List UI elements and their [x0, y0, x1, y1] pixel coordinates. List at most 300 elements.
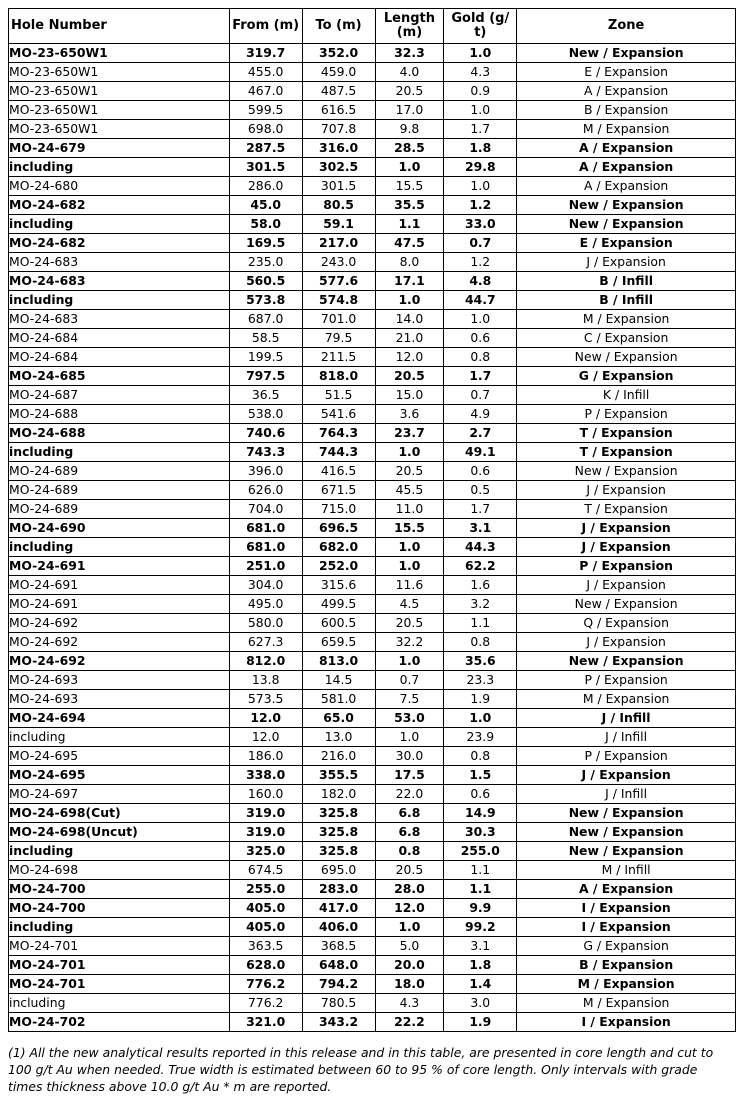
- cell-zone: New / Expansion: [517, 823, 736, 842]
- cell-hole-number: MO-24-679: [9, 139, 230, 158]
- cell-from: 319.0: [229, 804, 302, 823]
- table-row: [9, 557, 736, 576]
- cell-hole-number: MO-24-680: [9, 177, 230, 196]
- cell-gold: 2.7: [444, 424, 517, 443]
- cell-to: 813.0: [302, 652, 375, 671]
- cell-hole-number: MO-24-689: [9, 462, 230, 481]
- cell-hole-number: MO-23-650W1: [9, 101, 230, 120]
- cell-hole-number: MO-23-650W1: [9, 63, 230, 82]
- table-row: [9, 899, 736, 918]
- cell-from: 681.0: [229, 519, 302, 538]
- cell-zone: P / Expansion: [517, 747, 736, 766]
- cell-length: 17.5: [375, 766, 444, 785]
- cell-length: 20.5: [375, 614, 444, 633]
- cell-length: 14.0: [375, 310, 444, 329]
- table-row: [9, 880, 736, 899]
- cell-from: 797.5: [229, 367, 302, 386]
- table-row: [9, 139, 736, 158]
- cell-to: 352.0: [302, 44, 375, 63]
- cell-hole-number: MO-24-692: [9, 652, 230, 671]
- cell-hole-number: MO-24-690: [9, 519, 230, 538]
- cell-zone: C / Expansion: [517, 329, 736, 348]
- cell-hole-number: MO-24-698(Uncut): [9, 823, 230, 842]
- cell-to: 744.3: [302, 443, 375, 462]
- cell-from: 186.0: [229, 747, 302, 766]
- cell-to: 325.8: [302, 842, 375, 861]
- cell-zone: Q / Expansion: [517, 614, 736, 633]
- cell-gold: 3.2: [444, 595, 517, 614]
- cell-from: 287.5: [229, 139, 302, 158]
- cell-hole-number: including: [9, 842, 230, 861]
- cell-hole-number: MO-24-701: [9, 975, 230, 994]
- cell-hole-number: MO-24-697: [9, 785, 230, 804]
- cell-to: 794.2: [302, 975, 375, 994]
- table-row: [9, 272, 736, 291]
- cell-zone: A / Expansion: [517, 139, 736, 158]
- cell-from: 58.0: [229, 215, 302, 234]
- table-row: [9, 82, 736, 101]
- cell-gold: 1.0: [444, 310, 517, 329]
- table-row: [9, 728, 736, 747]
- cell-to: 51.5: [302, 386, 375, 405]
- cell-length: 1.0: [375, 443, 444, 462]
- cell-to: 417.0: [302, 899, 375, 918]
- cell-length: 1.0: [375, 538, 444, 557]
- cell-zone: New / Expansion: [517, 462, 736, 481]
- cell-length: 47.5: [375, 234, 444, 253]
- cell-to: 217.0: [302, 234, 375, 253]
- table-row: [9, 177, 736, 196]
- cell-zone: P / Expansion: [517, 405, 736, 424]
- cell-from: 627.3: [229, 633, 302, 652]
- cell-length: 1.0: [375, 918, 444, 937]
- cell-to: 80.5: [302, 196, 375, 215]
- cell-zone: M / Expansion: [517, 994, 736, 1013]
- cell-from: 776.2: [229, 994, 302, 1013]
- cell-length: 32.3: [375, 44, 444, 63]
- cell-length: 1.0: [375, 291, 444, 310]
- cell-from: 812.0: [229, 652, 302, 671]
- cell-to: 325.8: [302, 804, 375, 823]
- cell-zone: J / Infill: [517, 709, 736, 728]
- cell-length: 8.0: [375, 253, 444, 272]
- cell-to: 459.0: [302, 63, 375, 82]
- cell-length: 17.1: [375, 272, 444, 291]
- cell-zone: J / Expansion: [517, 538, 736, 557]
- cell-from: 304.0: [229, 576, 302, 595]
- cell-to: 577.6: [302, 272, 375, 291]
- table-row: [9, 690, 736, 709]
- table-row: [9, 329, 736, 348]
- table-row: [9, 348, 736, 367]
- cell-zone: New / Expansion: [517, 196, 736, 215]
- cell-length: 9.8: [375, 120, 444, 139]
- cell-from: 573.8: [229, 291, 302, 310]
- cell-to: 499.5: [302, 595, 375, 614]
- cell-zone: A / Expansion: [517, 158, 736, 177]
- cell-length: 1.1: [375, 215, 444, 234]
- cell-zone: P / Expansion: [517, 671, 736, 690]
- cell-gold: 9.9: [444, 899, 517, 918]
- cell-hole-number: MO-24-698: [9, 861, 230, 880]
- cell-gold: 4.8: [444, 272, 517, 291]
- cell-to: 671.5: [302, 481, 375, 500]
- table-row: [9, 1013, 736, 1032]
- cell-hole-number: MO-24-687: [9, 386, 230, 405]
- cell-zone: M / Expansion: [517, 690, 736, 709]
- cell-gold: 35.6: [444, 652, 517, 671]
- cell-from: 301.5: [229, 158, 302, 177]
- cell-length: 6.8: [375, 823, 444, 842]
- table-row: [9, 291, 736, 310]
- cell-zone: J / Expansion: [517, 633, 736, 652]
- cell-from: 45.0: [229, 196, 302, 215]
- cell-from: 160.0: [229, 785, 302, 804]
- cell-from: 396.0: [229, 462, 302, 481]
- cell-to: 648.0: [302, 956, 375, 975]
- cell-gold: 1.8: [444, 956, 517, 975]
- cell-from: 36.5: [229, 386, 302, 405]
- cell-zone: E / Expansion: [517, 234, 736, 253]
- cell-hole-number: MO-23-650W1: [9, 44, 230, 63]
- cell-gold: 0.6: [444, 462, 517, 481]
- cell-to: 216.0: [302, 747, 375, 766]
- table-row: [9, 443, 736, 462]
- cell-from: 740.6: [229, 424, 302, 443]
- cell-length: 1.0: [375, 652, 444, 671]
- cell-length: 4.0: [375, 63, 444, 82]
- cell-hole-number: MO-24-692: [9, 633, 230, 652]
- cell-zone: T / Expansion: [517, 443, 736, 462]
- cell-zone: J / Infill: [517, 785, 736, 804]
- cell-to: 682.0: [302, 538, 375, 557]
- cell-from: 286.0: [229, 177, 302, 196]
- cell-length: 21.0: [375, 329, 444, 348]
- cell-gold: 3.1: [444, 519, 517, 538]
- cell-to: 695.0: [302, 861, 375, 880]
- cell-zone: A / Expansion: [517, 82, 736, 101]
- cell-zone: B / Expansion: [517, 956, 736, 975]
- cell-to: 315.6: [302, 576, 375, 595]
- cell-length: 6.8: [375, 804, 444, 823]
- cell-zone: B / Expansion: [517, 101, 736, 120]
- cell-gold: 0.9: [444, 82, 517, 101]
- cell-length: 35.5: [375, 196, 444, 215]
- cell-from: 251.0: [229, 557, 302, 576]
- table-row: [9, 766, 736, 785]
- cell-gold: 1.8: [444, 139, 517, 158]
- cell-length: 28.0: [375, 880, 444, 899]
- cell-from: 599.5: [229, 101, 302, 120]
- table-row: [9, 253, 736, 272]
- cell-zone: J / Infill: [517, 728, 736, 747]
- cell-to: 13.0: [302, 728, 375, 747]
- cell-gold: 1.7: [444, 120, 517, 139]
- table-row: [9, 614, 736, 633]
- cell-length: 20.5: [375, 462, 444, 481]
- cell-length: 12.0: [375, 899, 444, 918]
- cell-hole-number: including: [9, 728, 230, 747]
- cell-length: 12.0: [375, 348, 444, 367]
- cell-zone: G / Expansion: [517, 937, 736, 956]
- cell-gold: 4.3: [444, 63, 517, 82]
- table-row: [9, 462, 736, 481]
- table-row: [9, 215, 736, 234]
- table-row: [9, 120, 736, 139]
- cell-gold: 255.0: [444, 842, 517, 861]
- cell-gold: 1.0: [444, 101, 517, 120]
- cell-hole-number: MO-24-691: [9, 557, 230, 576]
- cell-from: 235.0: [229, 253, 302, 272]
- cell-length: 11.6: [375, 576, 444, 595]
- cell-gold: 44.3: [444, 538, 517, 557]
- cell-length: 15.0: [375, 386, 444, 405]
- cell-to: 182.0: [302, 785, 375, 804]
- cell-hole-number: including: [9, 215, 230, 234]
- cell-to: 764.3: [302, 424, 375, 443]
- cell-gold: 1.6: [444, 576, 517, 595]
- table-row: [9, 424, 736, 443]
- cell-hole-number: MO-24-683: [9, 310, 230, 329]
- cell-gold: 1.9: [444, 690, 517, 709]
- cell-gold: 3.1: [444, 937, 517, 956]
- cell-to: 211.5: [302, 348, 375, 367]
- cell-to: 701.0: [302, 310, 375, 329]
- cell-gold: 4.9: [444, 405, 517, 424]
- cell-length: 4.3: [375, 994, 444, 1013]
- cell-length: 22.2: [375, 1013, 444, 1032]
- cell-from: 573.5: [229, 690, 302, 709]
- cell-to: 715.0: [302, 500, 375, 519]
- cell-gold: 0.5: [444, 481, 517, 500]
- cell-zone: J / Expansion: [517, 253, 736, 272]
- cell-hole-number: MO-24-694: [9, 709, 230, 728]
- cell-length: 30.0: [375, 747, 444, 766]
- cell-gold: 1.0: [444, 709, 517, 728]
- cell-from: 58.5: [229, 329, 302, 348]
- cell-gold: 1.1: [444, 861, 517, 880]
- header-from: From (m): [229, 9, 302, 44]
- table-row: [9, 994, 736, 1013]
- table-row: [9, 386, 736, 405]
- cell-hole-number: MO-24-691: [9, 576, 230, 595]
- cell-from: 405.0: [229, 899, 302, 918]
- cell-to: 368.5: [302, 937, 375, 956]
- table-row: [9, 671, 736, 690]
- cell-hole-number: MO-24-701: [9, 956, 230, 975]
- cell-from: 455.0: [229, 63, 302, 82]
- cell-gold: 23.3: [444, 671, 517, 690]
- cell-gold: 1.0: [444, 44, 517, 63]
- cell-length: 18.0: [375, 975, 444, 994]
- table-row: [9, 633, 736, 652]
- cell-hole-number: MO-24-684: [9, 348, 230, 367]
- cell-length: 5.0: [375, 937, 444, 956]
- cell-gold: 1.2: [444, 253, 517, 272]
- cell-length: 1.0: [375, 557, 444, 576]
- cell-hole-number: MO-23-650W1: [9, 120, 230, 139]
- cell-to: 65.0: [302, 709, 375, 728]
- cell-hole-number: MO-24-682: [9, 234, 230, 253]
- cell-gold: 29.8: [444, 158, 517, 177]
- cell-to: 818.0: [302, 367, 375, 386]
- cell-gold: 0.8: [444, 747, 517, 766]
- cell-zone: E / Expansion: [517, 63, 736, 82]
- cell-from: 199.5: [229, 348, 302, 367]
- cell-zone: B / Infill: [517, 291, 736, 310]
- cell-length: 3.6: [375, 405, 444, 424]
- footnote: (1) All the new analytical results reported in this release and in this table, are presented in core length and cut to 100 g/t Au when needed. True width is estimated between 60 to 95 % of core length. Only intervals with grade times thickness above 10.0 g/t Au * m are reported.: [8, 1045, 714, 1094]
- cell-zone: M / Infill: [517, 861, 736, 880]
- cell-length: 28.5: [375, 139, 444, 158]
- cell-gold: 14.9: [444, 804, 517, 823]
- cell-from: 338.0: [229, 766, 302, 785]
- table-header-row: [9, 9, 736, 44]
- cell-from: 674.5: [229, 861, 302, 880]
- cell-zone: New / Expansion: [517, 595, 736, 614]
- cell-zone: New / Expansion: [517, 652, 736, 671]
- cell-zone: New / Expansion: [517, 215, 736, 234]
- cell-from: 12.0: [229, 728, 302, 747]
- header-zone: Zone: [517, 9, 736, 44]
- cell-hole-number: MO-24-701: [9, 937, 230, 956]
- header-hole-number: Hole Number: [9, 9, 230, 44]
- cell-hole-number: including: [9, 994, 230, 1013]
- cell-from: 363.5: [229, 937, 302, 956]
- cell-hole-number: MO-24-700: [9, 899, 230, 918]
- cell-length: 20.5: [375, 861, 444, 880]
- cell-zone: A / Expansion: [517, 880, 736, 899]
- cell-zone: K / Infill: [517, 386, 736, 405]
- cell-length: 15.5: [375, 177, 444, 196]
- cell-zone: J / Expansion: [517, 766, 736, 785]
- cell-length: 20.0: [375, 956, 444, 975]
- cell-zone: J / Expansion: [517, 481, 736, 500]
- cell-hole-number: MO-24-683: [9, 253, 230, 272]
- cell-to: 14.5: [302, 671, 375, 690]
- cell-hole-number: MO-24-684: [9, 329, 230, 348]
- cell-length: 15.5: [375, 519, 444, 538]
- cell-zone: I / Expansion: [517, 1013, 736, 1032]
- cell-length: 1.0: [375, 728, 444, 747]
- table-row: [9, 785, 736, 804]
- cell-gold: 0.6: [444, 785, 517, 804]
- table-row: [9, 595, 736, 614]
- cell-gold: 1.9: [444, 1013, 517, 1032]
- cell-gold: 62.2: [444, 557, 517, 576]
- cell-to: 600.5: [302, 614, 375, 633]
- cell-gold: 30.3: [444, 823, 517, 842]
- table-row: [9, 310, 736, 329]
- cell-hole-number: MO-24-692: [9, 614, 230, 633]
- cell-zone: M / Expansion: [517, 975, 736, 994]
- cell-hole-number: MO-24-689: [9, 500, 230, 519]
- cell-to: 659.5: [302, 633, 375, 652]
- drill-results-table: [8, 8, 736, 1032]
- cell-gold: 1.5: [444, 766, 517, 785]
- cell-length: 1.0: [375, 158, 444, 177]
- cell-from: 628.0: [229, 956, 302, 975]
- cell-zone: B / Infill: [517, 272, 736, 291]
- cell-hole-number: MO-24-698(Cut): [9, 804, 230, 823]
- cell-to: 343.2: [302, 1013, 375, 1032]
- cell-from: 321.0: [229, 1013, 302, 1032]
- cell-gold: 33.0: [444, 215, 517, 234]
- cell-to: 406.0: [302, 918, 375, 937]
- cell-from: 13.8: [229, 671, 302, 690]
- cell-length: 22.0: [375, 785, 444, 804]
- cell-to: 696.5: [302, 519, 375, 538]
- cell-length: 23.7: [375, 424, 444, 443]
- cell-zone: J / Expansion: [517, 519, 736, 538]
- cell-gold: 0.8: [444, 348, 517, 367]
- cell-to: 301.5: [302, 177, 375, 196]
- cell-length: 0.8: [375, 842, 444, 861]
- cell-length: 45.5: [375, 481, 444, 500]
- cell-zone: T / Expansion: [517, 500, 736, 519]
- cell-to: 780.5: [302, 994, 375, 1013]
- cell-zone: I / Expansion: [517, 899, 736, 918]
- cell-gold: 0.7: [444, 234, 517, 253]
- cell-gold: 0.7: [444, 386, 517, 405]
- cell-gold: 44.7: [444, 291, 517, 310]
- table-row: [9, 519, 736, 538]
- cell-from: 698.0: [229, 120, 302, 139]
- cell-hole-number: including: [9, 158, 230, 177]
- table-row: [9, 158, 736, 177]
- cell-zone: T / Expansion: [517, 424, 736, 443]
- cell-from: 325.0: [229, 842, 302, 861]
- cell-length: 11.0: [375, 500, 444, 519]
- cell-zone: New / Expansion: [517, 804, 736, 823]
- cell-zone: New / Expansion: [517, 44, 736, 63]
- cell-to: 252.0: [302, 557, 375, 576]
- cell-hole-number: MO-24-688: [9, 405, 230, 424]
- cell-hole-number: MO-24-691: [9, 595, 230, 614]
- table-row: [9, 747, 736, 766]
- cell-hole-number: MO-24-683: [9, 272, 230, 291]
- cell-zone: New / Expansion: [517, 842, 736, 861]
- cell-to: 283.0: [302, 880, 375, 899]
- cell-length: 32.2: [375, 633, 444, 652]
- table-row: [9, 196, 736, 215]
- cell-hole-number: including: [9, 291, 230, 310]
- cell-from: 12.0: [229, 709, 302, 728]
- cell-gold: 0.6: [444, 329, 517, 348]
- cell-to: 316.0: [302, 139, 375, 158]
- cell-from: 467.0: [229, 82, 302, 101]
- table-row: [9, 576, 736, 595]
- cell-from: 538.0: [229, 405, 302, 424]
- cell-to: 243.0: [302, 253, 375, 272]
- cell-zone: P / Expansion: [517, 557, 736, 576]
- table-row: [9, 975, 736, 994]
- cell-hole-number: MO-23-650W1: [9, 82, 230, 101]
- table-body: [9, 44, 736, 1032]
- table-row: [9, 652, 736, 671]
- header-gold: Gold (g/ t): [444, 9, 517, 44]
- cell-gold: 0.8: [444, 633, 517, 652]
- cell-zone: New / Expansion: [517, 348, 736, 367]
- cell-from: 169.5: [229, 234, 302, 253]
- cell-from: 405.0: [229, 918, 302, 937]
- table-row: [9, 405, 736, 424]
- cell-length: 20.5: [375, 367, 444, 386]
- cell-length: 20.5: [375, 82, 444, 101]
- table-row: [9, 367, 736, 386]
- cell-hole-number: MO-24-702: [9, 1013, 230, 1032]
- cell-gold: 23.9: [444, 728, 517, 747]
